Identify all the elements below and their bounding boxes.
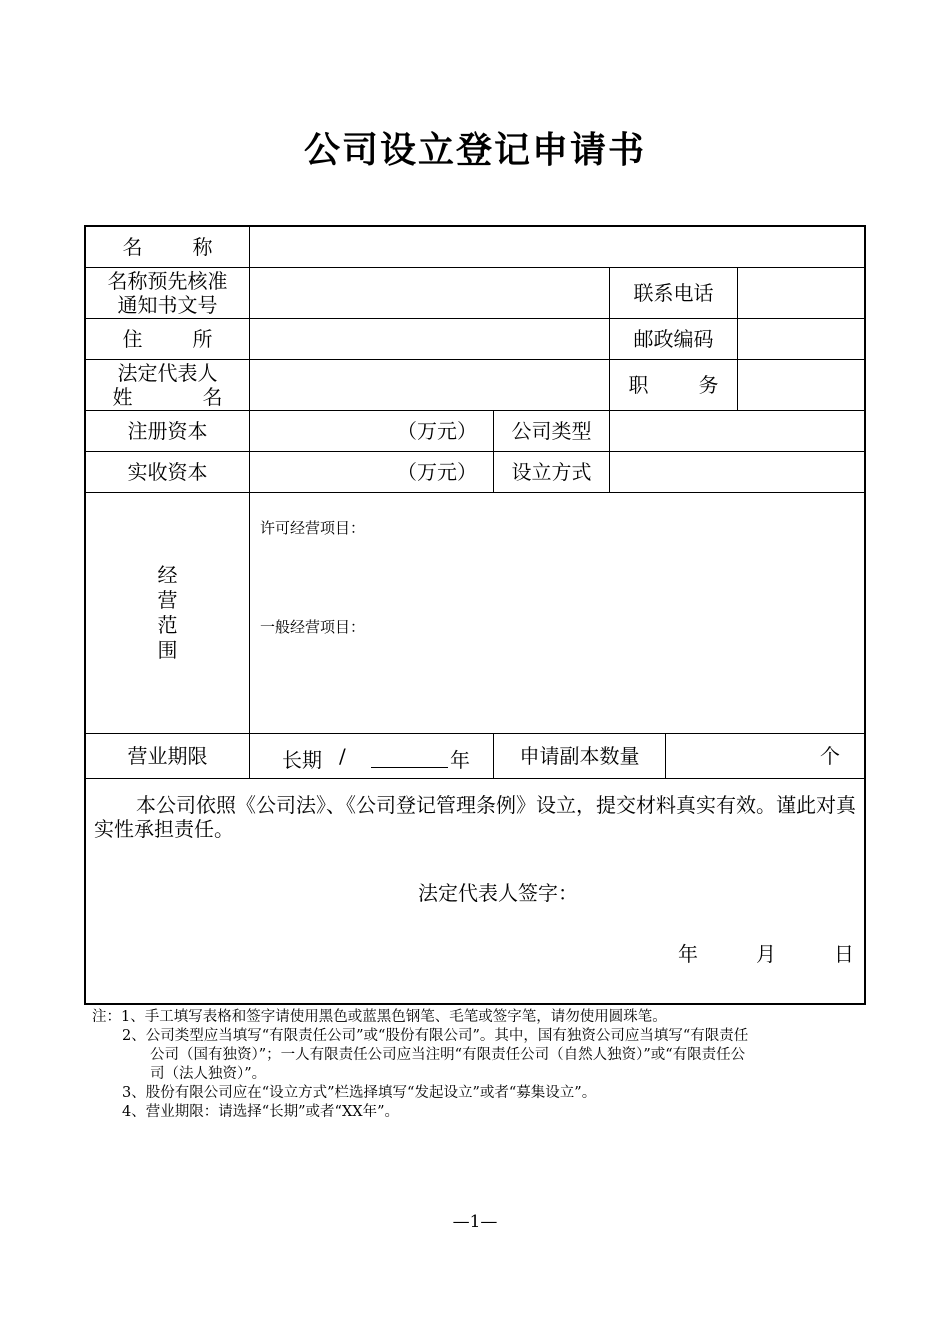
paidin-capital-unit: （万元） [397,460,477,484]
declaration-text: 本公司依照《公司法》、《公司登记管理条例》设立，提交材料真实有效。谨此对真实性承担责任。 [94,793,856,841]
copies-label: 申请副本数量 [519,744,640,768]
legal-rep-label [86,360,249,410]
setup-method-input-field[interactable] [610,452,864,492]
name-label [86,227,249,267]
note-line: 公司（国有独资）”；一人有限责任公司应当注明“有限责任公司（自然人独资）”或“有限责任公 [150,1047,746,1063]
term-year-blank-underline [371,767,448,768]
note-line: 4、营业期限：请选择“长期”或者“XX年”。 [122,1104,400,1120]
name-label-part: 称 [192,235,213,259]
note-line: 注：1、手工填写表格和签字请使用黑色或蓝黑色钢笔、毛笔或签字笔，请勿使用圆珠笔。 [92,1009,667,1025]
paidin-capital-input-field[interactable] [250,452,493,492]
copies-unit: 个 [820,744,840,768]
term-label: 营业期限 [127,744,208,768]
copies-input-field[interactable] [666,734,864,778]
address-label-part: 住 [122,327,143,351]
notes-section [92,1008,870,1122]
phone-input-field[interactable] [738,268,864,318]
postcode-label: 邮政编码 [633,327,714,351]
term-year-unit: 年 [450,748,470,772]
company-type-input-field[interactable] [610,411,864,451]
prenotice-input-field[interactable] [250,268,609,318]
date-month-label: 月 [756,942,776,966]
prenotice-label-line: 名称预先核准 [107,269,228,293]
company-type-label: 公司类型 [511,419,592,443]
page-title: 公司设立登记申请书 [303,129,646,171]
registration-form-table [84,225,866,1005]
note-line: 3、股份有限公司应在“设立方式”栏选择填写“发起设立”或者“募集设立”。 [122,1085,597,1101]
scope-label [86,493,249,733]
scope-label-char: 围 [157,638,178,662]
scope-label-char: 营 [157,588,178,612]
position-label [610,360,737,410]
postcode-input-field[interactable] [738,319,864,359]
date-day-label: 日 [834,942,854,966]
scope-label-char: 范 [157,613,178,637]
setup-method-label: 设立方式 [511,460,592,484]
registered-capital-label: 注册资本 [127,419,208,443]
term-input-field[interactable] [250,734,493,778]
address-label-part: 所 [192,327,213,351]
scope-label-char: 经 [157,563,178,587]
term-long-option: 长期 [282,748,322,772]
general-items-label: 一般经营项目： [260,618,366,636]
address-label [86,319,249,359]
signature-label: 法定代表人签字： [418,881,578,905]
note-line: 2、公司类型应当填写“有限责任公司”或“股份有限公司”。其中，国有独资公司应当填写“有限责任 [122,1028,749,1044]
position-input-field[interactable] [738,360,864,410]
name-label-part: 名 [122,235,143,259]
prenotice-label-line: 通知书文号 [117,293,218,317]
term-slash: / [339,744,346,768]
registered-capital-input-field[interactable] [250,411,493,451]
note-line: 司（法人独资）”。 [150,1066,267,1082]
prenotice-label [86,268,249,318]
legal-rep-label-part: 姓 [112,385,133,409]
scope-input-area[interactable] [250,493,864,733]
legal-rep-input-field[interactable] [250,360,609,410]
paidin-capital-label: 实收资本 [127,460,208,484]
row-divider [86,778,864,779]
position-label-part: 职 [628,373,649,397]
legal-rep-label-line: 法定代表人 [117,361,218,385]
address-input-field[interactable] [250,319,609,359]
name-input-field[interactable] [250,227,864,267]
position-label-part: 务 [698,373,719,397]
licensed-items-label: 许可经营项目： [260,519,366,537]
page-number: —1— [452,1212,498,1232]
legal-rep-label-part: 名 [202,385,223,409]
date-line [678,938,854,967]
registered-capital-unit: （万元） [397,419,477,443]
date-year-label: 年 [678,942,698,966]
phone-label: 联系电话 [633,281,714,305]
